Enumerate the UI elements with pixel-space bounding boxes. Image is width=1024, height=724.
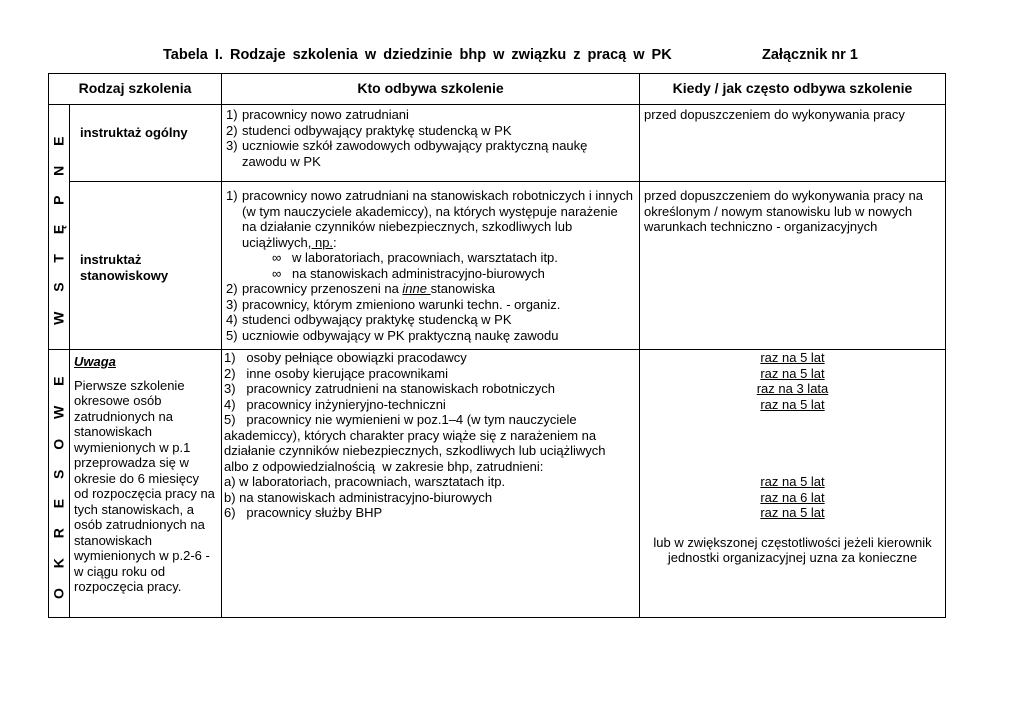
list-item: 3) pracownicy, którym zmieniono warunki techn. - organiz. — [226, 296, 561, 312]
note-title: Uwaga — [74, 354, 116, 369]
frequency-value: raz na 5 lat — [760, 396, 825, 412]
training-table — [48, 73, 946, 618]
when-general: przed dopuszczeniem do wykonywania pracy — [640, 105, 946, 182]
note-text: Pierwsze szkolenie okresowe osób zatrudnionych na stanowiskach wymienionych w p.1 przeprowadza się w okresie do 6 miesięcy od rozpoczęcia pracy na tych stanowiskach, a osób zatrudnionych na stanowiskach wymienionych w p.2-6 - w ciągu roku od rozpoczęcia pracy. — [74, 377, 215, 594]
list-item: działanie czynników niebezpiecznych, szkodliwych lub uciążliwych — [224, 443, 606, 458]
list-item: 2) inne osoby kierujące pracownikami — [224, 365, 448, 381]
list-item: 6) pracownicy służby BHP — [224, 505, 383, 520]
training-type-general-label: instruktaż ogólny — [80, 125, 188, 140]
infinity-bullet-icon: ∞ — [272, 250, 282, 265]
section-label-periodic-text: O K R E S O W E — [50, 368, 67, 599]
list-item: 5) uczniowie odbywający w PK praktyczną naukę zawodu — [226, 327, 559, 343]
frequency-value: raz na 5 lat — [760, 505, 825, 520]
list-item: a) w laboratoriach, pracowniach, warsztatach itp. — [224, 474, 506, 489]
column-header-who: Kto odbywa szkolenie — [222, 74, 640, 105]
infinity-bullet-icon: ∞ — [272, 265, 282, 281]
sub-list-item: ∞ na stanowiskach administracyjno-biurowych — [272, 265, 545, 281]
column-header-type: Rodzaj szkolenia — [49, 74, 222, 105]
frequency-note: lub w zwiększonej częstotliwości jeżeli kierownik jednostki organizacyjnej uzna za konieczne — [653, 534, 932, 565]
list-item: 3) pracownicy zatrudnieni na stanowiskach robotniczych — [224, 381, 555, 396]
attachment-label: Załącznik nr 1 — [762, 47, 858, 63]
frequency-value: raz na 6 lat — [760, 489, 825, 505]
who-station-list — [226, 188, 635, 343]
who-periodic-list — [224, 350, 639, 521]
document-header — [0, 47, 1024, 67]
who-station — [222, 182, 640, 350]
table-title: Tabela I. Rodzaje szkolenia w dziedzinie bhp w związku z pracą w PK — [163, 47, 672, 63]
list-item: 2) pracownicy przenoszeni na inne stanowiska — [226, 281, 495, 296]
list-item: albo z odpowiedzialnością w zakresie bhp, zatrudnieni: — [224, 458, 544, 474]
frequency-value: raz na 3 lata — [756, 381, 829, 396]
list-item: 3) uczniowie szkół zawodowych odbywający praktyczną naukę zawodu w PK — [226, 138, 588, 169]
table-header-row — [49, 74, 946, 105]
section-label-periodic — [49, 350, 70, 618]
who-periodic — [222, 350, 640, 618]
when-station: przed dopuszczeniem do wykonywania pracy na określonym / nowym stanowisku lub w nowych warunkach techniczno - organizacyjnych — [640, 182, 946, 350]
periodic-note — [70, 350, 222, 618]
training-type-station — [70, 182, 222, 350]
table-row-general — [49, 105, 946, 182]
list-item: 1) pracownicy nowo zatrudniani — [226, 107, 409, 122]
training-type-station-label: instruktaż stanowiskowy — [80, 252, 169, 283]
frequency-value: raz na 5 lat — [760, 365, 825, 381]
column-header-when: Kiedy / jak często odbywa szkolenie — [640, 74, 946, 105]
frequency-value: raz na 5 lat — [760, 350, 825, 365]
sub-list-item: ∞ w laboratoriach, pracowniach, warsztatach itp. — [272, 250, 558, 265]
list-item: 1) osoby pełniące obowiązki pracodawcy — [224, 350, 467, 365]
who-general-list — [226, 107, 635, 169]
list-item: 1) pracownicy nowo zatrudniani na stanowiskach robotniczych i innych (w tym nauczyciele akademiccy), na których występuje narażenie na działanie czynników niebezpiecznych, szkodliwych lub uciążliwych, np.: ∞ w laboratoriach, pracowniach, warsztatach itp. ∞ na stanowiskach administracyjno-biurowych — [226, 188, 635, 281]
table-row-station — [49, 182, 946, 350]
list-item: b) na stanowiskach administracyjno-biurowych — [224, 489, 493, 505]
section-label-initial-text: W S T Ę P N E — [50, 128, 67, 326]
list-item: 4) pracownicy inżynieryjno-techniczni — [224, 396, 446, 412]
when-periodic — [640, 350, 946, 618]
who-general — [222, 105, 640, 182]
frequency-value: raz na 5 lat — [760, 474, 825, 489]
list-item: 4) studenci odbywający praktykę studencką w PK — [226, 312, 512, 327]
list-item: 5) pracownicy nie wymienieni w poz.1–4 (w tym nauczyciele — [224, 412, 577, 427]
list-item: 2) studenci odbywający praktykę studencką w PK — [226, 122, 512, 138]
table-row-periodic — [49, 350, 946, 618]
list-item: akademiccy), których charakter pracy wiąże się z narażeniem na — [224, 427, 597, 443]
section-label-initial — [49, 105, 70, 350]
training-type-general — [70, 105, 222, 182]
